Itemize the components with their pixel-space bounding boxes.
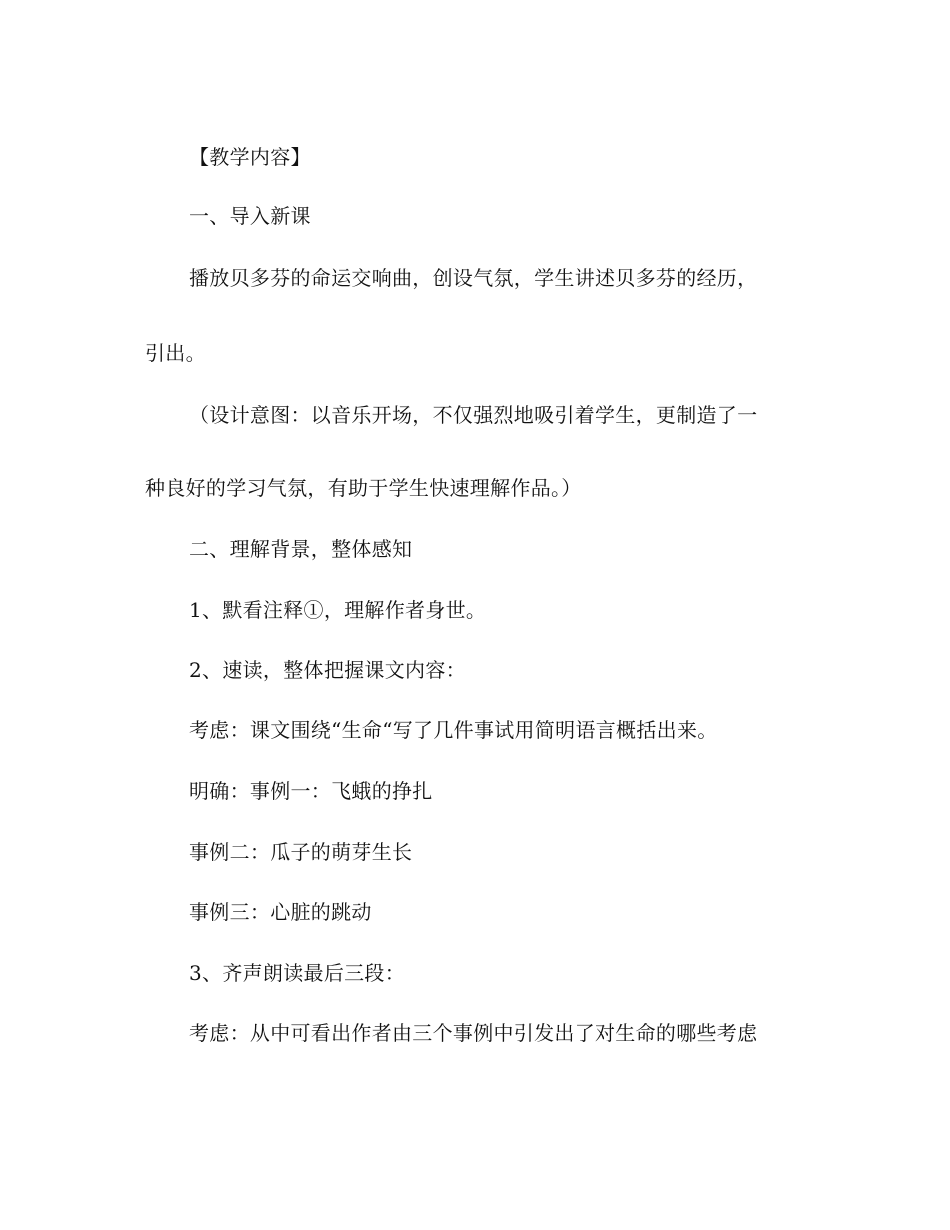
paragraph-line: 事例三：心脏的跳动	[189, 900, 372, 924]
list-item: 3、齐声朗读最后三段：	[189, 961, 406, 985]
paragraph-line: 播放贝多芬的命运交响曲，创设气氛，学生讲述贝多芬的经历，	[189, 266, 758, 290]
heading-understand-background: 二、理解背景，整体感知	[189, 537, 413, 561]
section-heading-teaching-content: 【教学内容】	[189, 145, 311, 169]
list-item: 2、速读，整体把握课文内容：	[189, 658, 466, 682]
list-item: 1、默看注释①，理解作者身世。	[189, 598, 487, 622]
paragraph-line: （设计意图：以音乐开场，不仅强烈地吸引着学生，更制造了一	[189, 403, 758, 427]
paragraph-line: 引出。	[145, 341, 206, 365]
paragraph-line: 明确：事例一：飞蛾的挣扎	[189, 779, 433, 803]
paragraph-line: 事例二：瓜子的萌芽生长	[189, 840, 413, 864]
paragraph-line: 种良好的学习气氛，有助于学生快速理解作品。）	[145, 476, 582, 500]
paragraph-line: 考虑：从中可看出作者由三个事例中引发出了对生命的哪些考虑	[189, 1021, 758, 1045]
paragraph-line: 考虑：课文围绕“生命“写了几件事试用简明语言概括出来。	[189, 718, 718, 742]
heading-introduce-lesson: 一、导入新课	[189, 204, 311, 228]
